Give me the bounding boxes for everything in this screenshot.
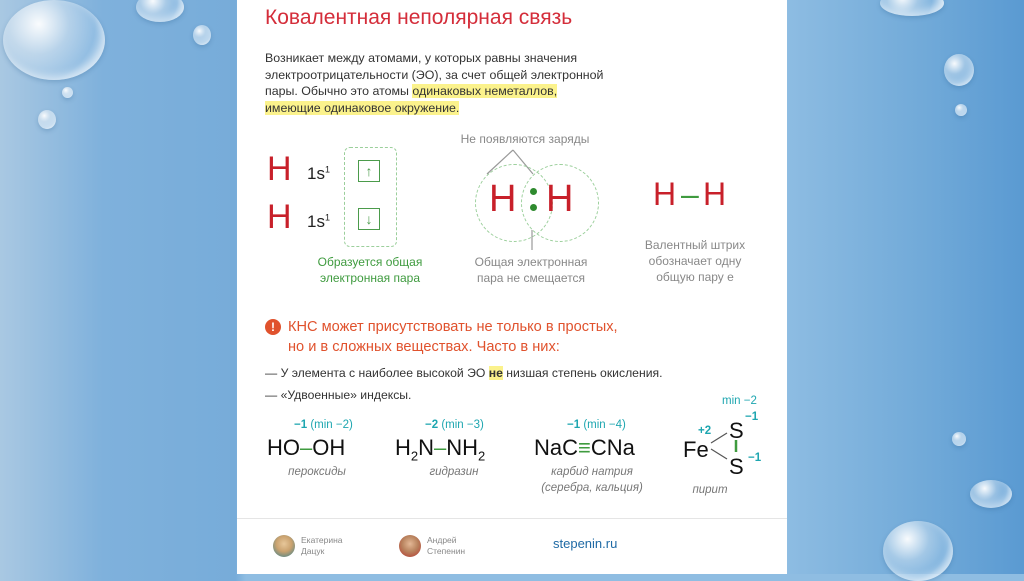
pair-atom-left: H — [489, 178, 517, 220]
slide-content — [237, 0, 787, 574]
pair-top-note: Не появляются заряды — [460, 132, 590, 146]
carbide-ox: −1 (min −4) — [567, 419, 626, 431]
atom-h-1: H — [267, 150, 292, 188]
author-1: Екатерина Дацук — [301, 535, 343, 556]
pyrite-s2: S — [729, 454, 744, 479]
pyrite-caption: пирит — [692, 484, 728, 496]
avatar-ekaterina — [273, 535, 295, 557]
pyrite-fe: Fe — [683, 437, 709, 462]
pair-atom-right: H — [546, 178, 574, 220]
footer-divider — [237, 518, 787, 519]
pyrite-s2-ox: −1 — [748, 452, 762, 464]
avatar-andrey — [399, 535, 421, 557]
water-drop — [883, 521, 953, 581]
pyrite-fe-ox: +2 — [698, 425, 712, 437]
bond-dash: – — [681, 176, 699, 212]
slide-title: Ковалентная неполярная связь — [265, 6, 573, 29]
bond-caption: Валентный штрих обозначает одну общую пару е — [644, 238, 746, 284]
electron-dot — [530, 204, 537, 211]
pyrite-s1-ox: −1 — [745, 411, 759, 423]
water-drop — [136, 0, 184, 22]
water-drop — [944, 54, 974, 86]
peroxide-formula: HO–OH — [267, 435, 346, 460]
intro-highlight-1: одинаковых неметаллов, — [412, 84, 558, 98]
bullet-2: — «Удвоенные» индексы. — [265, 388, 412, 402]
hydrazine-ox: −2 (min −3) — [425, 419, 484, 431]
orbital-cell-down: ↓ — [358, 208, 380, 230]
atom-h-2: H — [267, 198, 292, 236]
pair-caption: Общая электронная пара не смещается — [474, 255, 588, 285]
warning-text: КНС может присутствовать не только в простых, но и в сложных веществах. Часто в них: — [288, 319, 618, 355]
pyrite-ox-top: min −2 — [722, 395, 757, 407]
peroxide-ox: −1 (min −2) — [294, 419, 353, 431]
hydrazine-formula: $H_2N-NH_2$ — [395, 435, 486, 464]
bullet-1: — У элемента с наиболее высокой ЭО не низшая степень окисления. — [265, 366, 663, 380]
pointer-arrow-up — [527, 228, 537, 250]
water-drop — [970, 480, 1012, 508]
pyrite-bonds — [707, 425, 743, 465]
water-drop — [38, 110, 56, 129]
peroxide-caption: пероксиды — [288, 466, 346, 478]
orbital-config-1: $1s^1$ — [307, 164, 330, 183]
intro-text — [265, 50, 625, 116]
pyrite-s1: S — [729, 418, 744, 443]
site-link[interactable]: stepenin.ru — [553, 536, 618, 551]
carbide-formula: NaC≡CNa — [534, 435, 635, 460]
carbide-caption: карбид натрия (серебра, кальция) — [541, 466, 643, 494]
warning-icon: ! — [265, 319, 281, 335]
electron-dot — [530, 188, 537, 195]
water-drop — [3, 0, 105, 80]
orbital-config-2: $1s^1$ — [307, 212, 330, 231]
intro-part1: Возникает между атомами, у которых равны значения электроотрицательности (ЭО), за счет общей электронной пары. Обычно это атомы — [265, 51, 604, 98]
water-drop — [952, 432, 966, 446]
water-drop — [955, 104, 967, 116]
orbital-caption: Образуется общая электронная пара — [317, 255, 423, 285]
bond-atom-right: H — [703, 176, 727, 212]
hydrazine-caption: гидразин — [429, 466, 479, 478]
orbital-cell-up: ↑ — [358, 160, 380, 182]
author-2: Андрей Степенин — [427, 535, 466, 556]
intro-highlight-2: имеющие одинаковое окружение. — [265, 100, 460, 115]
water-drop — [62, 87, 73, 98]
water-drop — [193, 25, 211, 45]
bond-atom-left: H — [653, 176, 677, 212]
